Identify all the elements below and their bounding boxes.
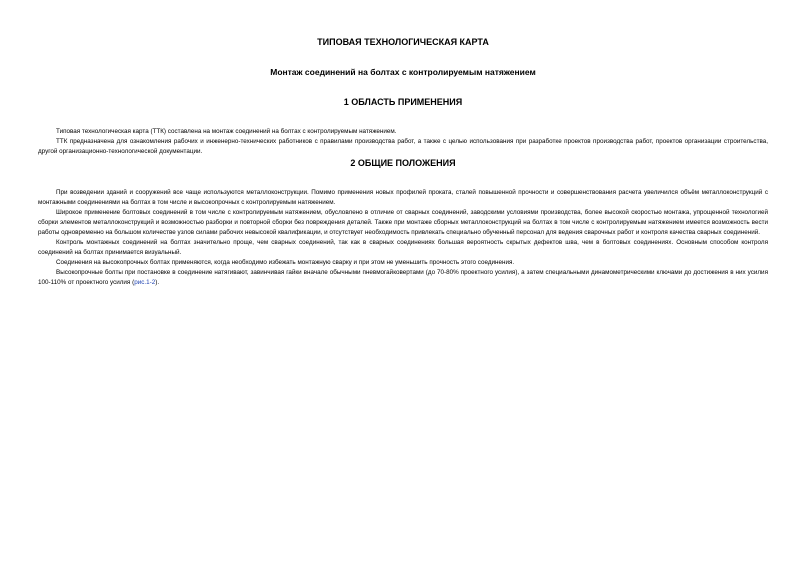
paragraph: ТТК предназначена для ознакомления рабочих и инженерно-технических работников с правилами производства работ, а также с целью использования при разработке проектов производства работ, проектов организации строительства, другой организационно-технологической документации. xyxy=(38,138,768,155)
section-heading-scope: 1 ОБЛАСТЬ ПРИМЕНЕНИЯ xyxy=(343,97,463,107)
section-heading-general: 2 ОБЩИЕ ПОЛОЖЕНИЯ xyxy=(350,158,456,168)
paragraph: Типовая технологическая карта (ТТК) составлена на монтаж соединений на болтах с контролируемым натяжением. xyxy=(56,128,397,135)
paragraph: При возведении зданий и сооружений все чаще используются металлоконструкции. Помимо применения новых профилей проката, сталей повышенной прочности и совершенствования расчета увеличился объём металлоконструкций с монтажными соединениями на болтах в том числе и высокопрочных с контролируемым натяжением. xyxy=(38,189,768,206)
section-body-scope xyxy=(38,127,768,157)
document-subtitle: Монтаж соединений на болтах с контролируемым натяжением xyxy=(270,67,536,77)
paragraph: Контроль монтажных соединений на болтах значительно проще, чем сварных соединений, так как в сварных соединениях большая вероятность скрытых дефектов шва, чем в болтовых соединениях. Основным способом контроля соединений на болтах принимается визуальный. xyxy=(38,239,768,256)
paragraph: Широкое применение болтовых соединений в том числе с контролируемым натяжением, обусловлено в отличие от сварных соединений, заводскими условиями производства, более высокой скоростью монтажа, упрощенной технологией сборки элементов металлоконструкций и возможностью разборки и повторной сборки без повреждения деталей. Также при монтаже сборных металлоконструкций на болтах в том числе с контролируемым натяжением имеется возможность вести работы одновременно на большом количестве узлов силами рабочих невысокой квалификации, и отсутствует необходимость привлекать специально обученный персонал для ведения сварочных работ и контроля качества сварных соединений. xyxy=(38,209,768,236)
paragraph-with-figure-link xyxy=(38,268,768,288)
section-body-general xyxy=(38,188,768,288)
figure-link[interactable]: рис.1-2 xyxy=(134,279,156,286)
paragraph-text: Высокопрочные болты при постановке в соединение натягивают, завинчивая гайки вначале обычными пневмогайковертами (до 70-80% проектного усилия), а затем специальными динамометрическими ключами до достижения в них усилия 100-110% от проектного усилия ( xyxy=(38,269,768,286)
paragraph: Соединения на высокопрочных болтах применяются, когда необходимо избежать монтажную сварку и при этом не уменьшить прочность этого соединения. xyxy=(56,259,515,266)
paragraph-text: ). xyxy=(155,279,160,286)
document-title: ТИПОВАЯ ТЕХНОЛОГИЧЕСКАЯ КАРТА xyxy=(317,37,489,47)
